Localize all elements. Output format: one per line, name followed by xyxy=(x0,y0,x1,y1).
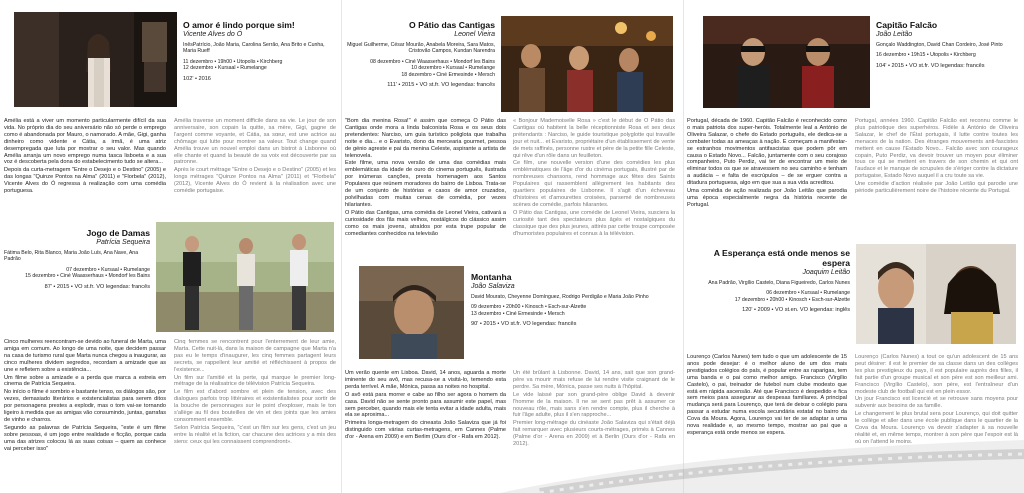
synopsis-pt xyxy=(687,118,847,210)
film-meta: 111' • 2015 • VO st.fr. VO legendas: francês xyxy=(387,82,495,89)
synopsis-paragraph: Cinco mulheres reencontram-se devido ao funeral de Marta, uma amiga em comum. Ao longo de uma noite, que decidem passar na casa de turismo rural que Marta nunca chegou a inaugurar, as cinco mulheres dividem segredos, recordam a amizade que as une e refletem sobre a existência... xyxy=(4,339,167,373)
film-schedule xyxy=(183,59,338,72)
synopsis-paragraph: Um verão quente em Lisboa. David, 14 anos, aguarda a morte iminente do seu avô, mas recusa-se a visitá-lo, temendo esta perda terrível. A mãe, Mónica, passa as noites no hospital. xyxy=(345,370,506,390)
screening-line: 18 dezembro • Ciné Ermesinde • Mersch xyxy=(401,71,495,78)
screening-line: 11 dezembro • 19h00 • Utopolis • Kirchberg xyxy=(183,58,283,65)
synopsis-paragraph: Este filme, uma nova versão de uma das comédias mais emblemáticas da idade de ouro do cinema português, ilustrada por inúmeras canções, presta homenagem aos Santos Populares que reúnem moradores do bairro de Lisboa. Trata-se de um conjunto de histórias e casos de amor cruzados, polvilhadas com muitas cenas de comédia, por vezes hilariantes. xyxy=(345,160,506,208)
synopsis-paragraph: Après le court métrage "Entre o Desejo e o Destino" (2005) et les longs métrages "Quinze Pontos na Alma" (2011) et "Florbela" (2012), Vicente Alves do Ó revient à la réalisation avec une comédie portugaise. xyxy=(174,167,336,195)
synopsis-paragraph: Um filme sobre a amizade e a perda que marca a estreia em cinema de Patrícia Sequeira. xyxy=(4,374,166,388)
film-meta: 90' • 2015 • VO st.fr. VO legendas: francês xyxy=(471,321,577,328)
synopsis-paragraph: Primeira longa-metragem do cineasta João Salaviza que já foi distinguido com várias curtas-metragens, em Cannes (Palme d'or - Arena em 2009) e em Berlim (Ours d'or - Rafa em 2012). xyxy=(345,420,506,441)
synopsis-pt xyxy=(4,118,166,196)
synopsis-paragraph: Un jour Francisco est licencié et se retrouve sans moyens pour subvenir aux besoins de sa famille. xyxy=(855,396,1018,410)
synopsis-paragraph: Lourenço (Carlos Nunes) a tout ce qu'un adolescent de 15 ans peut désirer: il est le premier de sa classe dans un des collèges les plus prestigieux du pays, il est populaire auprès des filles, il fait partie d'un groupe musical et son père est son meilleur ami. Francisco (Virgílio Castelo), son père, est l'entraîneur d'un modeste club de football qui est en plein essor. xyxy=(855,354,1018,395)
film-still-capitao-falcao xyxy=(703,16,870,108)
film-director: João Salaviza xyxy=(471,283,515,290)
synopsis-paragraph: O Pátio das Cantigas, une comédie de Leonel Vieira, susciera la curiosité tant des spectateurs plus âgés et nostalgiques du classique que des plus jeunes, attirés par cette troupe composée d'humoristes populaires et connus à la télévision. xyxy=(513,209,675,237)
film-cast: David Mourato, Cheyenne Domínguez, Rodrigo Perdigão e Maria João Pinho xyxy=(471,294,649,300)
film-director: Joaquim Leitão xyxy=(802,269,850,276)
synopsis-paragraph: Lourenço (Carlos Nunes) tem tudo o que um adolescente de 15 anos pode desejar: é o melhor aluno de um dos mais prestigiados colégios do país, é popular entre as raparigas, tem uma banda e o pai como melhor amigo. Francisco (Virgílio Castelo), o pai, treinador de futebol num clube modesto que está em rápida ascensão. Até que Francisco é despedido e fica sem meios para assegurar as despesas familiares. A principal mudança será para Lourenço, que terá de deixar o colégio para passar a estudar numa escola secundária estatal no bairro da Cova da Moura. Agora, Lourenço vai ter de se adaptar a uma nova realidade e, ao mesmo tempo, mostrar ao pai que a esperança está onde menos se espera. xyxy=(687,354,847,436)
screening-line: 17 dezembro • 20h00 • Kinosch • Esch-sur-Alzette xyxy=(734,296,850,303)
film-meta: 104' • 2015 • VO st.fr. VO legendas: francês xyxy=(876,62,985,69)
film-schedule xyxy=(876,52,1020,58)
film-card-o-amor xyxy=(183,20,338,82)
synopsis-paragraph: Le changement le plus brutal sera pour Lourenço, qui doit quitter le collège et aller dans une école publique dans le quartier de la Cova da Moura. Lourenço va devoir s'adapter à sa nouvelle réalité et, en même temps, montrer à son père que l'espoir est là où on l'attend le moins. xyxy=(855,411,1018,445)
panel-right xyxy=(683,0,1024,493)
synopsis-fr xyxy=(174,118,336,196)
synopsis-paragraph: « Bonjour Mademoiselle Rosa » c'est le début de O Pátio das Cantigas où habitent la belle réceptionniste Rosa et ses deux prétendants : Narciso, le guide touristique polyglotte qui travaille jour et nuit... et Evaristo, propriétaire d'un établissement de vente de mets raffinés, personne rustre et père de la petite fille Celeste, qui rêve d'un rôle dans un feuilleton. xyxy=(513,118,675,159)
screening-line: 10 dezembro • Kursaal • Rumelange xyxy=(411,65,495,72)
film-title: Capitão Falcão xyxy=(876,20,938,30)
film-cast: Fátima Belo, Rita Blanco, Maria João Luís, Ana Nave, Ana Padrão xyxy=(4,250,139,263)
film-card-patio-das-cantigas xyxy=(347,20,495,88)
film-cast: Miguel Guilherme, César Mourão, Anabela Moreira, Sara Matos, Cristovão Campos, Kundan Narendra xyxy=(347,42,495,55)
film-still-jogo-de-damas xyxy=(156,222,334,332)
film-still-montanha xyxy=(359,266,464,359)
synopsis-paragraph: "Bom dia menina Rosa!" é assim que começa O Pátio das Cantigas onde mora a linda balconista Rosa e os seus dois pretendentes: Narciso, um guia turístico poliglota que trabalha noite e dia... e o Evaristo, dono da mercearia gourmet, pessoa de génio agreste e pai da menina Celeste, aspirante a artista de telenovela. xyxy=(345,118,506,159)
screening-line: 16 dezembro • 19h15 • Utopolis • Kirchberg xyxy=(876,52,976,59)
synopsis-fr xyxy=(513,370,675,449)
screening-line: 09 dezembro • 20h00 • Kinosch • Esch-sur-Alzette xyxy=(471,304,587,311)
synopsis-paragraph: Le vide laissé par son grand-père oblige David à devenir l'homme de la maison. Il ne se sent pas prêt à assumer ce nouveau rôle, mais sans s'en rendre compte, plus il cherche à fuir l'âge adulte, plus il s'en rapproche... xyxy=(513,391,675,419)
synopsis-paragraph: Depois da curta-metragem "Entre o Desejo e o Destino" (2005) e das longas "Quinze Pontos na Alma" (2011) e "Florbela" (2012), Vicente Alves do Ó regressa à realização com uma comédia portuguesa. xyxy=(4,167,166,195)
screening-line: 12 dezembro • Kursaal • Rumelange xyxy=(183,65,267,72)
synopsis-fr xyxy=(855,354,1018,447)
synopsis-paragraph: Amélia está a viver um momento particularmente difícil da sua vida. No próprio dia do seu aniversário não só perde o emprego como é abandonada por Mauro, o namorado. A mãe, Gigi, ganha dinheiro como vidente e Cátia, a irmã, é uma atriz desempregada que luta por mostrar o seu valor. Mas quando Amélia arranja um novo emprego numa tasca lisboeta e a sua voz é descoberta pela dona do estabelecimento tudo se altera... xyxy=(4,118,166,166)
film-cast: InêsPatrício, João Maria, Carolina Serrão, Ana Brito e Cunha, Maria Rueff xyxy=(183,42,325,55)
synopsis-paragraph: Premier long-métrage du cinéaste João Salaviza qui s'était déjà fait remarquer avec plusieurs courts-métrages, primés à Cannes (Palme d'or - Arena en 2009) et à Berlin (Ours d'or - Rafa en 2012). xyxy=(513,420,675,448)
synopsis-paragraph: Un été brûlant à Lisbonne. David, 14 ans, sait que son grand-père va mourir mais refuse de lui rendre visite craignant de le perdre. Sa mère, Mónica, passe ses nuits à l'hôpital. xyxy=(513,370,675,390)
film-card-jogo-de-damas xyxy=(4,228,150,290)
synopsis-paragraph: O Pátio das Cantigas, uma comédia de Leonel Vieira, cativará a curiosidade dos fãs mais velhos, nostálgicos do clássico assim como os mais jovens, atraídos por esta trupe popular de comediantes conhecidos na televisão xyxy=(345,209,506,237)
film-cast: Gonçalo Waddington, David Chan Cordeiro, José Pinto xyxy=(876,42,1003,48)
synopsis-paragraph: Selon Patrícia Sequeira, "c'est un film sur les gens, c'est un jeu entre la réalité et la fiction, car chacune des actrices y a mis des siens: ceux qui les connaissent comprendront». xyxy=(174,424,336,445)
panel-middle xyxy=(341,0,683,493)
synopsis-paragraph: Ce film, une nouvelle version d'une des comédies les plus emblématiques de l'âge d'or du cinéma portugais, illustré par de nombreuses chansons, rend hommage aux fêtes des Saints Populaires qui rassemblent allègrement les habitants des quartiers populaires de Lisbonne. Il s'agit d'un écheveau d'histoires et d'amourettes croisées, parsemé de nombreuses scènes de comédie, parfois hilarantes. xyxy=(513,160,675,208)
screening-line: 06 dezembro • Kursaal • Rumelange xyxy=(766,290,850,297)
screening-line: 07 dezembro • Kursaal • Rumelange xyxy=(66,266,150,273)
film-director: João Leitão xyxy=(876,31,913,38)
synopsis-paragraph: Une comédie d'action réalisée par João Leitão qui parodie une période particulièrement noire de l'histoire récente du Portugal. xyxy=(855,181,1018,195)
film-still-patio-das-cantigas xyxy=(501,16,673,112)
synopsis-paragraph: Un film sur l'amitié et la perte, qui marque le premier long-métrage de la réalisatrice de télévision Patrícia Sequeira. xyxy=(174,374,336,388)
film-director: Patrícia Sequeira xyxy=(96,239,150,246)
synopsis-fr xyxy=(174,339,336,447)
synopsis-paragraph: Segundo as palavras de Patrícia Sequeira, "este é um filme sobre pessoas, é um jogo entre realidade e ficção, porque cada uma das atrizes colocou lá as suas coisas – quem as conhece vai perceber isso" xyxy=(4,424,166,452)
film-card-capitao-falcao xyxy=(876,20,1020,69)
synopsis-paragraph: Cinq femmes se rencontrent pour l'enterrement de leur amie, Marta. Cette nuit-là, dans la maison de campagne que Marta n'a pas eu le temps d'inaugurer, les cinq femmes partagent leurs secrets, se rappellent leur amitié et réfléchissent à propos de l'existence... xyxy=(174,339,336,373)
synopsis-paragraph: No início o filme é sombrio e bastante tenso, os diálogos são, por vezes, demasiado literários e existencialistas para serem ditos por personagens prestes a explodir, mas o tom vai-se tornando ligeiro à medida que as amigas vão consumindo, juntas, garrafas de vinho e charros. xyxy=(4,389,166,423)
film-schedule xyxy=(4,267,150,280)
synopsis-paragraph: Amélia traverse un moment difficile dans sa vie. Le jour de son anniversaire, son copain la quitte, sa mère, Gigi, gagne de l'argent comme voyante, et Cátia, sa sœur, est une actrice au chômage qui lutte pour montrer sa valeur. Tout change quand Amélia trouve un nouvel emploi dans un bistrot à Lisbonne où elle chante et quand la beauté de sa voix est découverte par sa patronne. xyxy=(174,118,336,166)
film-title: O amor é lindo porque sim! xyxy=(183,20,295,30)
synopsis-paragraph: Portugal, década de 1960. Capitão Falcão é reconhecido como o mais patriota dos super-heróis. Totalmente leal a António de Oliveira Salazar, o chefe do Estado português, ele dedica-se a combater todas as ameaças à nação. E começam a manifestar-se estranhos movimentos antifascistas que podem pôr em causa o Estado Novo... Falcão, juntamente com o seu corajoso companheiro, Puto Perdiz, vai ter de encontrar um meio de eliminar todos os que se atravessem no seu caminho e tenham a audácia – e falta de escrúpulos – de se erguer contra a ditadura portuguesa, algo em que sua a sua vida acreditou. xyxy=(687,118,847,187)
film-card-montanha xyxy=(471,272,676,328)
screening-line: 08 dezembro • Ciné Waasserhaus • Mondorf les Bains xyxy=(370,58,495,65)
film-card-a-esperanca xyxy=(687,248,850,314)
panel-left xyxy=(0,0,341,493)
film-title: A Esperança está onde menos se espera xyxy=(713,248,850,268)
film-still-a-esperanca xyxy=(856,244,1016,344)
film-title: Montanha xyxy=(471,272,512,282)
synopsis-pt xyxy=(687,354,847,438)
screening-line: 13 dezembro • Ciné Ermesinde • Mersch xyxy=(471,310,565,317)
synopsis-pt xyxy=(345,118,506,238)
synopsis-pt xyxy=(4,339,166,454)
film-director: Vicente Alves do Ó xyxy=(183,31,243,38)
synopsis-paragraph: Portugal, années 1960. Capitão Falcão est reconnu comme le plus patriotique des superhéros. Fidèle à António de Oliveira Salazar, le chef de l'État portugais, il lutte contre toutes les menaces de la nation. Des étranges mouvements anti-fascistes mettent en cause l'Estado Novo... Falcão avec son courageux copain, Puto Perdiz, va devoir trouver un moyen pour éliminer tous ce qui se mettent en travers de son chemin et qui ont l'audace et le manque de scrupules de s'ériger contre la dictature portugaise, Estado Novo auquel il a cru toute sa vie. xyxy=(855,118,1018,180)
screening-line: 15 dezembro • Ciné Waasserhaus • Mondorf les Bains xyxy=(25,273,150,280)
synopsis-pt xyxy=(345,370,506,442)
film-title: Jogo de Damas xyxy=(86,228,150,238)
film-meta: 120' • 2009 • VO st.en. VO legendas: inglês xyxy=(742,307,850,314)
synopsis-paragraph: Uma comédia de ação realizada por João Leitão que parodia uma época especialmente negra da história recente de Portugal. xyxy=(687,188,847,208)
synopsis-fr xyxy=(855,118,1018,196)
film-cast: Ana Padrão, Virgílio Castelo, Diana Figueiredo, Carlos Nunes xyxy=(708,280,850,286)
synopsis-paragraph: O avô está para morrer e cabe ao filho ser agora o homem da casa. David não se sente pronto para assumir este papel, mas sem perceber, quando mais ele tenta evitar a idade adulta, mais ela se aproxima... xyxy=(345,391,506,419)
film-title: O Pátio das Cantigas xyxy=(409,20,495,30)
film-schedule xyxy=(347,59,495,78)
synopsis-fr xyxy=(513,118,675,238)
synopsis-paragraph: Le film est d'abord sombre et plein de tension, avec des dialogues parfois trop littéraires et existentialistes pour sortir de la bouche de personnages sur le point d'exploser, mais le ton s'allège au fil des bouteilles de vin et des joints que les amies consomment ensemble. xyxy=(174,389,336,423)
film-schedule xyxy=(471,304,676,317)
film-still-o-amor xyxy=(14,12,177,107)
film-director: Leonel Vieira xyxy=(454,31,495,38)
film-meta: 87' • 2015 • VO st.fr. VO legendas: francês xyxy=(44,283,150,290)
film-meta: 102' • 2016 xyxy=(183,75,211,82)
film-schedule xyxy=(687,290,850,303)
